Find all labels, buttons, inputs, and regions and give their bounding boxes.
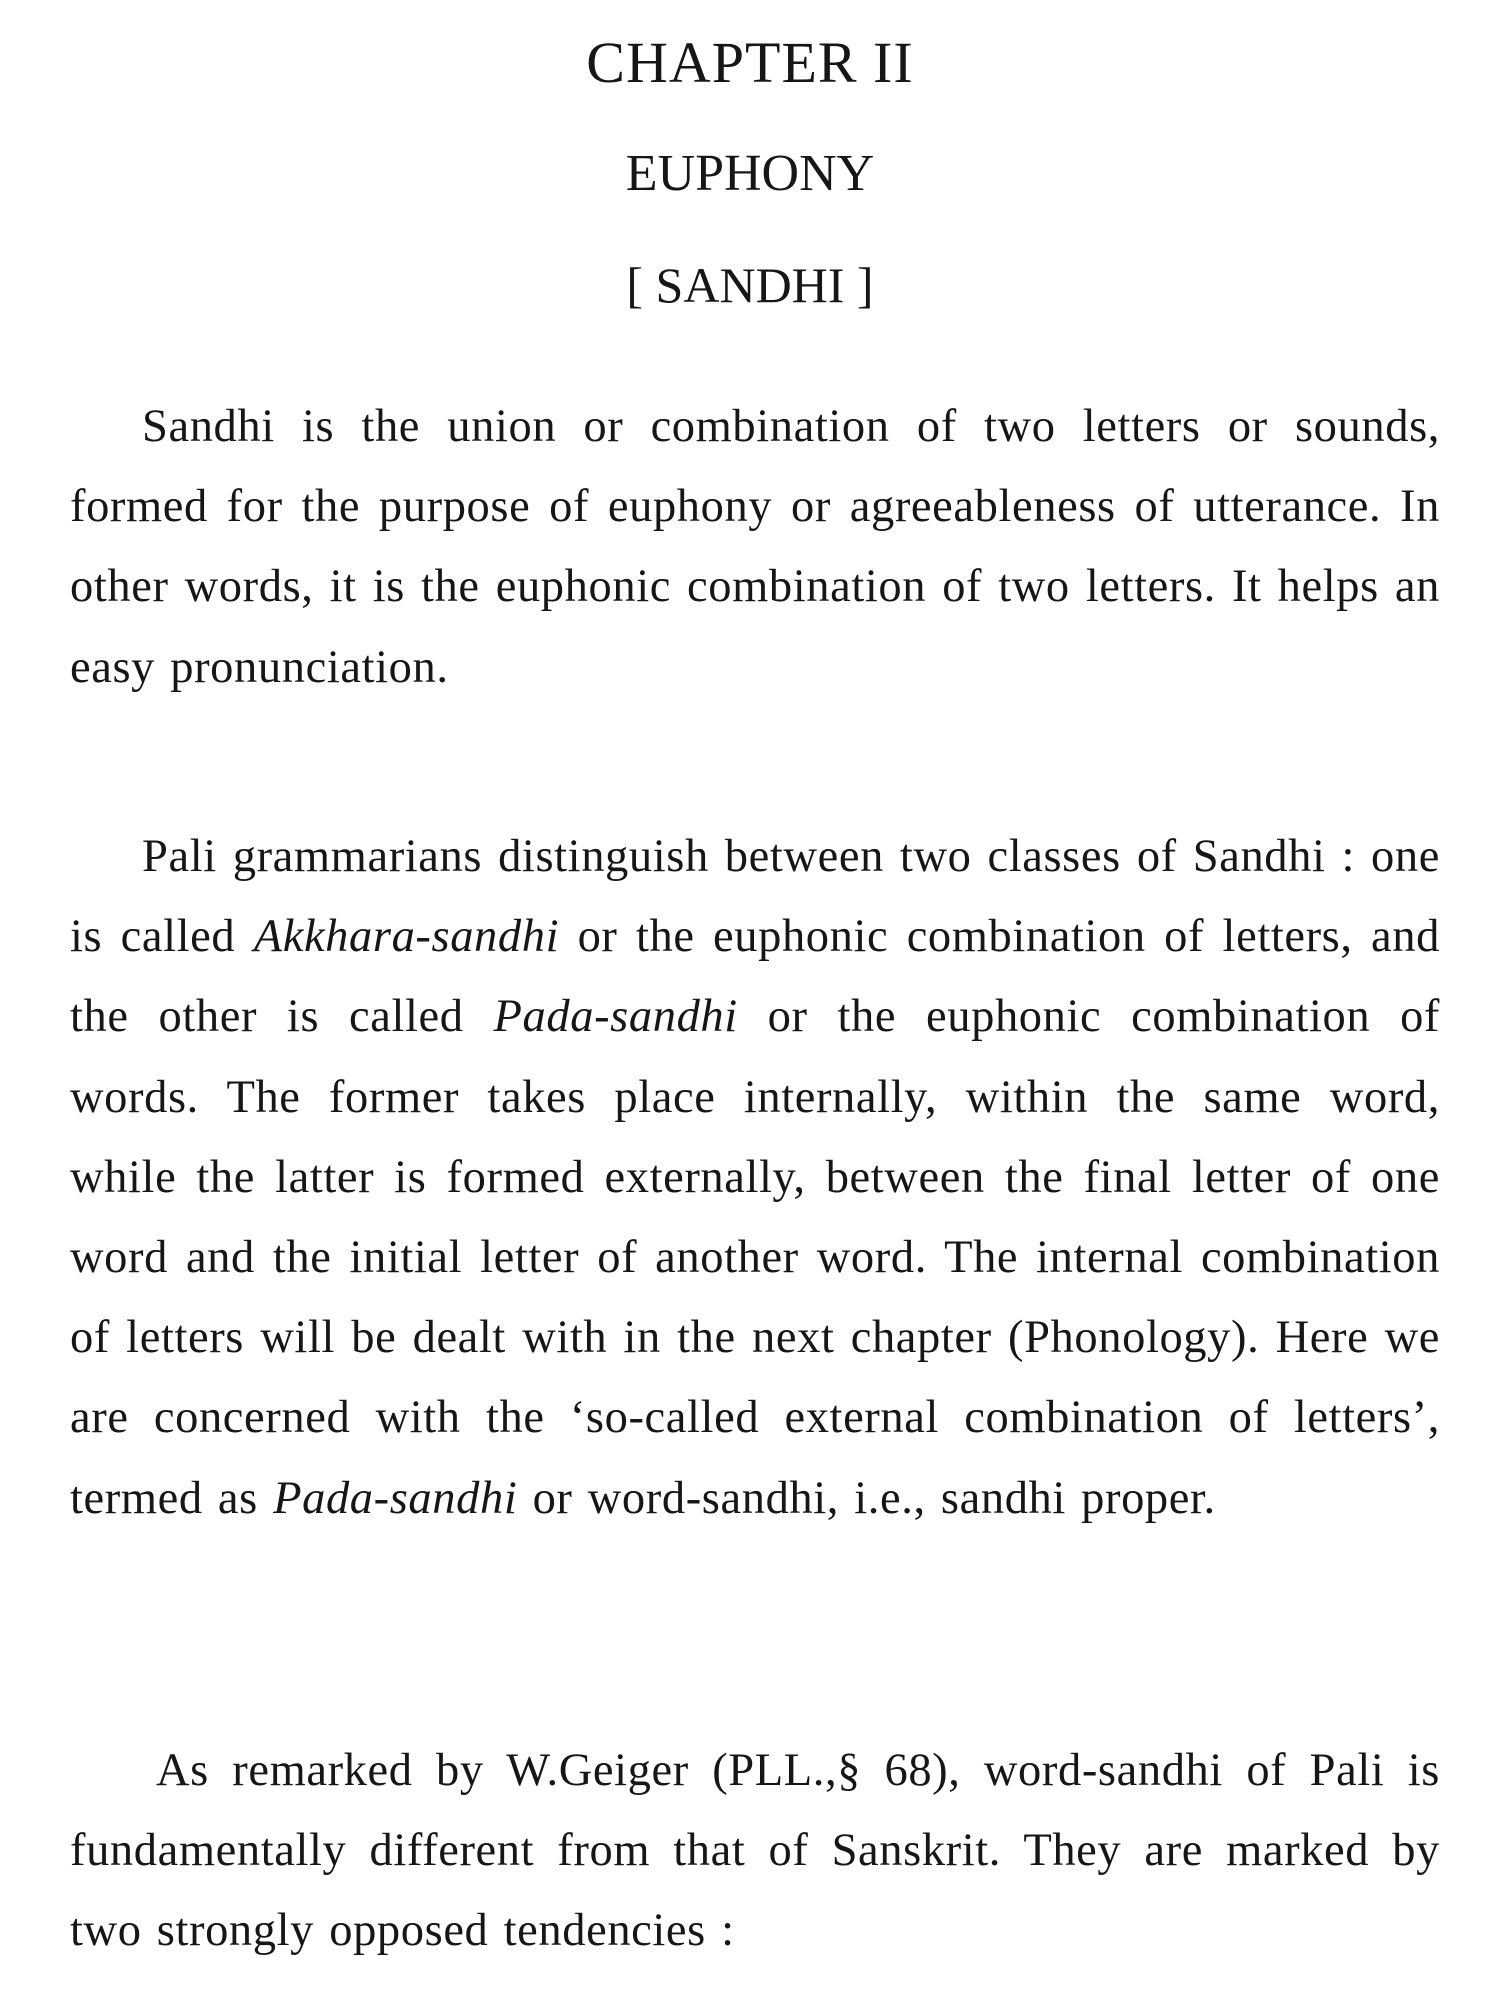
chapter-subtitle: [ SANDHI ] — [626, 257, 874, 313]
paragraph-1-text: Sandhi is the union or combination of two letters or sounds, formed for the purpose of euphony or agreeableness of utterance. In other words, it is the euphonic combination of two letters. It helps an easy pronunciation. — [70, 401, 1440, 693]
paragraph-2-text: or word-sandhi, i.e., sandhi proper. — [517, 1472, 1216, 1524]
paragraph-2-text: or the euphonic combination of letters, and the other is called — [70, 911, 1440, 1043]
paragraph-3-text: As remarked by W.Geiger (PLL.,§ 68), word-sandhi of Pali is fundamentally different from that of Sanskrit. They are marked by two strongly opposed tendencies : — [70, 1745, 1440, 1957]
paragraph-3 — [70, 1731, 1440, 1972]
paragraph-1 — [70, 387, 1440, 708]
chapter-title: EUPHONY — [625, 145, 875, 202]
paragraph-2 — [70, 817, 1440, 1539]
paragraph-2-text: or the euphonic combination of words. The former takes place internally, within the same word, while the latter is formed externally, between the final letter of one word and the initial letter of another word. The internal combination of letters will be dealt with in the next chapter (Phonology). Here we are concerned with the ‘so-called external combination of letters’, termed as — [70, 991, 1441, 1524]
term-pada-sandhi: Pada-sandhi — [493, 991, 738, 1043]
paragraph-2-text: Pali grammarians distinguish between two classes of Sandhi : one is called — [70, 831, 1440, 963]
term-akkhara-sandhi: Akkhara-sandhi — [253, 911, 560, 963]
term-pada-sandhi: Pada-sandhi — [273, 1472, 518, 1524]
chapter-heading: CHAPTER II — [586, 30, 914, 95]
